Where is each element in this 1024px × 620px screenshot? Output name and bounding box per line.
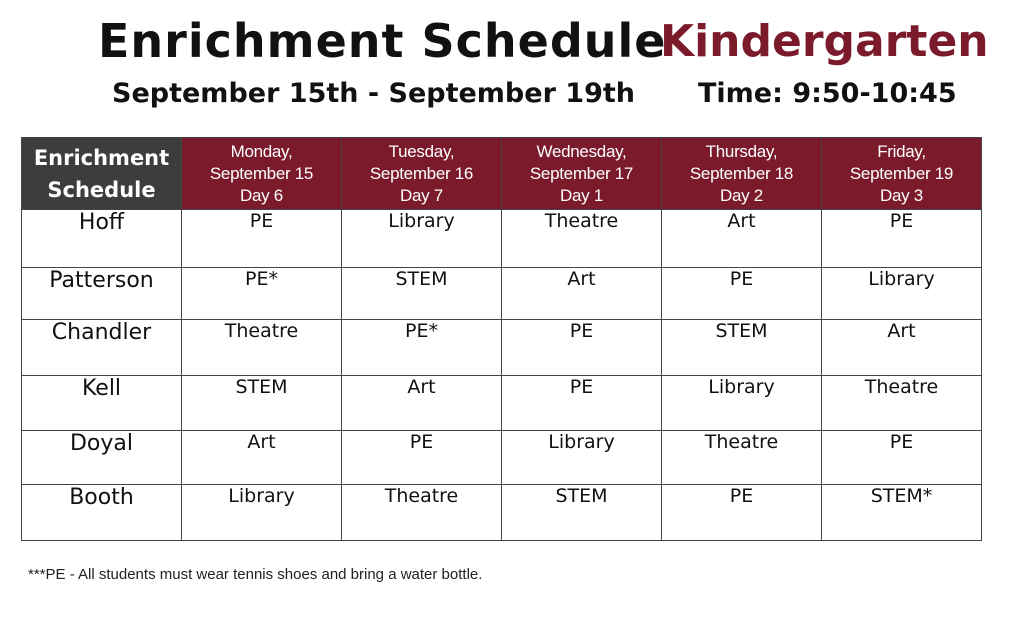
corner-line-2: Schedule	[47, 177, 156, 202]
class-cell: Theatre	[822, 376, 982, 431]
class-cell: PE	[822, 431, 982, 485]
day-date: September 19	[849, 163, 954, 183]
table-row	[22, 485, 982, 541]
day-number: Day 1	[560, 185, 603, 205]
day-date: September 16	[369, 163, 474, 183]
class-cell: PE	[822, 210, 982, 268]
day-header-thursday	[662, 138, 822, 210]
table-row	[22, 431, 982, 485]
class-cell: PE	[662, 485, 822, 541]
day-date: September 18	[689, 163, 794, 183]
table-row	[22, 320, 982, 376]
footnote: ***PE - All students must wear tennis shoes and bring a water bottle.	[28, 566, 483, 583]
class-cell: PE	[662, 268, 822, 320]
class-cell: STEM*	[822, 485, 982, 541]
teacher-name: Patterson	[22, 268, 182, 320]
day-header-friday	[822, 138, 982, 210]
class-cell: Art	[342, 376, 502, 431]
day-number: Day 7	[400, 185, 443, 205]
grade-label: Kindergarten	[660, 16, 989, 67]
schedule-table	[21, 137, 982, 541]
class-cell: Art	[662, 210, 822, 268]
class-cell: Theatre	[342, 485, 502, 541]
day-number: Day 3	[880, 185, 923, 205]
day-weekday: Monday,	[230, 141, 293, 161]
class-cell: Art	[502, 268, 662, 320]
class-cell: Library	[342, 210, 502, 268]
class-cell: Theatre	[502, 210, 662, 268]
table-row	[22, 268, 982, 320]
day-date: September 17	[529, 163, 634, 183]
header-row	[22, 138, 982, 210]
page-title: Enrichment Schedule	[98, 14, 667, 68]
day-number: Day 6	[240, 185, 283, 205]
class-cell: PE	[502, 320, 662, 376]
time-label: Time: 9:50-10:45	[698, 78, 957, 109]
day-weekday: Thursday,	[705, 141, 778, 161]
class-cell: PE	[182, 210, 342, 268]
day-weekday: Friday,	[877, 141, 926, 161]
class-cell: Library	[502, 431, 662, 485]
class-cell: Art	[822, 320, 982, 376]
class-cell: PE	[342, 431, 502, 485]
teacher-name: Hoff	[22, 210, 182, 268]
day-header-monday	[182, 138, 342, 210]
teacher-name: Booth	[22, 485, 182, 541]
day-header-tuesday	[342, 138, 502, 210]
table-row	[22, 376, 982, 431]
teacher-name: Kell	[22, 376, 182, 431]
teacher-name: Chandler	[22, 320, 182, 376]
class-cell: PE*	[182, 268, 342, 320]
class-cell: Art	[182, 431, 342, 485]
class-cell: Library	[662, 376, 822, 431]
class-cell: STEM	[502, 485, 662, 541]
table-row	[22, 210, 982, 268]
class-cell: STEM	[662, 320, 822, 376]
corner-line-1: Enrichment	[33, 145, 170, 170]
class-cell: Library	[182, 485, 342, 541]
class-cell: Theatre	[662, 431, 822, 485]
date-range: September 15th - September 19th	[112, 78, 635, 109]
day-header-wednesday	[502, 138, 662, 210]
class-cell: STEM	[182, 376, 342, 431]
day-weekday: Tuesday,	[388, 141, 455, 161]
class-cell: PE	[502, 376, 662, 431]
corner-header	[22, 138, 182, 210]
day-weekday: Wednesday,	[536, 141, 627, 161]
day-date: September 15	[209, 163, 314, 183]
class-cell: Theatre	[182, 320, 342, 376]
day-number: Day 2	[720, 185, 763, 205]
class-cell: Library	[822, 268, 982, 320]
class-cell: STEM	[342, 268, 502, 320]
class-cell: PE*	[342, 320, 502, 376]
teacher-name: Doyal	[22, 431, 182, 485]
